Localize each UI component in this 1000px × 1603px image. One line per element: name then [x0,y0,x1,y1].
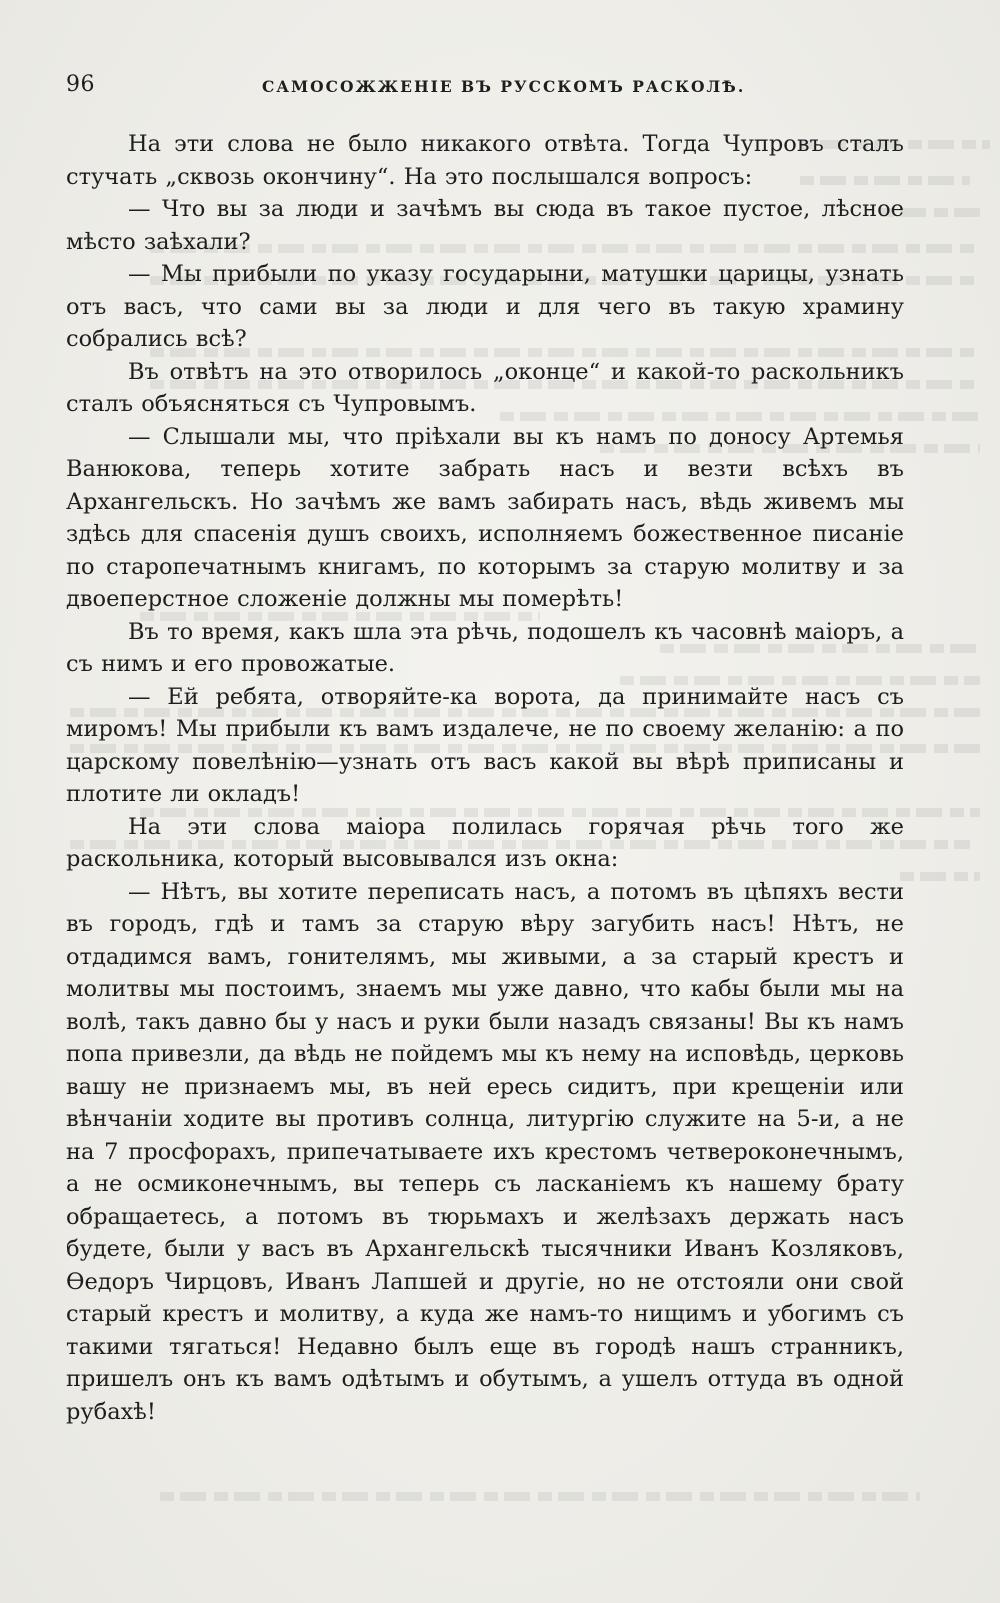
paragraph: — Нѣтъ, вы хотите переписать насъ, а потомъ въ цѣпяхъ вести въ городъ, гдѣ и тамъ за старую вѣру загубить насъ! Нѣтъ, не отдадимся вамъ, гонителямъ, мы живыми, а за старый крестъ и молитвы мы постоимъ, знаемъ мы уже давно, что кабы были мы на волѣ, такъ давно бы у насъ и руки были назадъ связаны! Вы къ намъ попа привезли, да вѣдь не пойдемъ мы къ нему на исповѣдь, церковь вашу не признаемъ мы, въ ней ересь сидитъ, при крещеніи или вѣнчаніи ходите вы противъ солнца, литургію служите на 5-и, а не на 7 просфорахъ, припечатываете ихъ крестомъ четвероконечнымъ, а не осмиконечнымъ, вы теперь съ ласканіемъ къ нашему брату обращаетесь, а потомъ въ тюрьмахъ и желѣзахъ держать насъ будете, были у васъ въ Архангельскѣ тысячники Иванъ Козляковъ, Ѳедоръ Чирцовъ, Иванъ Лапшей и другіе, но не отстояли они свой старый крестъ и молитву, а куда же намъ-то нищимъ и убогимъ съ такими тягаться! Недавно былъ еще въ городѣ нашъ странникъ, пришелъ онъ къ вамъ одѣтымъ и обутымъ, а ушелъ оттуда въ одной рубахѣ! [66,878,904,1425]
paragraph: — Ей ребята, отворяйте-ка ворота, да принимайте насъ съ миромъ! Мы прибыли къ вамъ издалече, не по своему желанію: а по царскому повелѣнію—узнать отъ васъ какой вы вѣрѣ приписаны и плотите ли окладъ! [66,683,904,807]
paragraph: — Слышали мы, что пріѣхали вы къ намъ по доносу Артемья Ванюкова, теперь хотите забрать насъ и везти всѣхъ въ Архангельскъ. Но зачѣмъ же вамъ забирать насъ, вѣдь живемъ мы здѣсь для спасенія душъ своихъ, исполняемъ божественное писаніе по старопечатнымъ книгамъ, по которымъ за старую молитву и за двоеперстное сложеніе должны мы померѣть! [66,423,904,612]
paragraph: На эти слова не было никакого отвѣта. Тогда Чупровъ сталъ стучать „сквозь окончину“. На это послышался вопросъ: [66,131,904,190]
body-text [66,128,904,1428]
paragraph: — Что вы за люди и зачѣмъ вы сюда въ такое пустое, лѣсное мѣсто заѣхали? [66,196,904,255]
running-head: САМОСОЖЖЕНІЕ ВЪ РУССКОМЪ РАСКОЛѢ. [262,77,746,96]
page-number: 96 [66,72,95,97]
page-header [66,72,904,102]
paragraph: Въ отвѣтъ на это отворилось „оконце“ и какой-то раскольникъ сталъ объясняться съ Чупровымъ. [66,358,904,417]
paragraph: — Мы прибыли по указу государыни, матушки царицы, узнать отъ васъ, что сами вы за люди и для чего въ такую храмину собрались всѣ? [66,261,904,352]
paragraph: Въ то время, какъ шла эта рѣчь, подошелъ къ часовнѣ маіоръ, а съ нимъ и его провожатые. [66,618,904,677]
paragraph: На эти слова маіора полилась горячая рѣчь того же раскольника, который высовывался изъ окна: [66,813,904,872]
